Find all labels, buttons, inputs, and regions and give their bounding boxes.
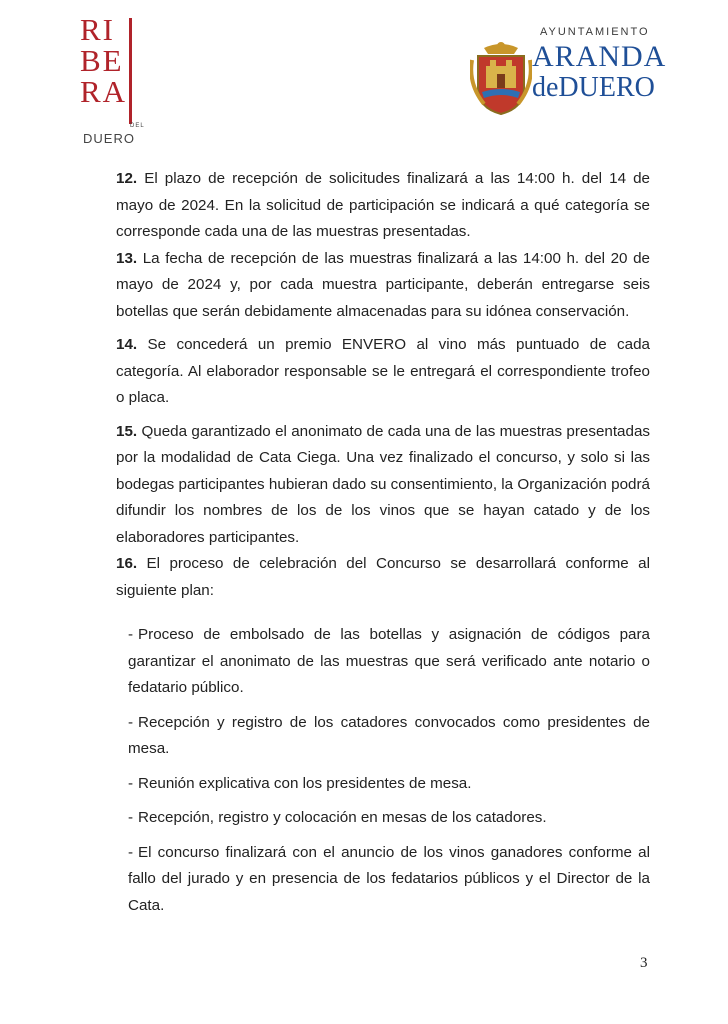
paragraph-number: 12.	[116, 170, 138, 187]
list-item-text: Reunión explicativa con los presidentes de mesa.	[138, 774, 472, 792]
list-item: - Reunión explicativa con los presidentes de mesa.	[128, 774, 472, 792]
list-item: - Recepción, registro y colocación en mesas de los catadores.	[128, 809, 547, 826]
paragraph-text: Queda garantizado el anonimato de cada una de las muestras presentadas por la modalidad de Cata Ciega. Una vez finalizado el concurso, y solo si las bodegas participantes hubieran dado su consentimiento, la Organización podrá difundir los nombres de los de los vinos que se hayan catado y de los elaboradores participantes.	[116, 422, 650, 546]
paragraph-13	[116, 246, 650, 326]
paragraph-16	[116, 551, 650, 604]
ribera-logo-line: BE	[80, 43, 124, 78]
ribera-logo-line: RI	[80, 12, 115, 47]
paragraph-14	[116, 332, 650, 412]
de-duero-label: deDUERO	[532, 72, 655, 103]
paragraph-12	[116, 166, 650, 246]
plan-list	[116, 622, 650, 919]
list-item: - Recepción y registro de los catadores convocados como presidentes de mesa.	[128, 713, 650, 757]
ayuntamiento-label: AYUNTAMIENTO	[540, 26, 650, 38]
list-item-text: Recepción, registro y colocación en mesas de los catadores.	[138, 809, 547, 826]
ribera-del-duero-logo	[80, 14, 150, 144]
list-item-text: El concurso finalizará con el anuncio de los vinos ganadores conforme al fallo del jurado y en presencia de los fedatarios públicos y el Director de la Cata.	[128, 843, 650, 914]
paragraph-number: 16.	[116, 555, 138, 572]
paragraph-number: 15.	[116, 422, 138, 440]
list-item: - Proceso de embolsado de las botellas y asignación de códigos para garantizar el anonimato de las muestras que será verificado ante notario o fedatario público.	[128, 626, 650, 696]
paragraph-number: 13.	[116, 249, 138, 267]
ribera-logo-duero: DUERO	[83, 131, 135, 146]
list-item: - El concurso finalizará con el anuncio de los vinos ganadores conforme al fallo del jurado y en presencia de los fedatarios públicos y el Director de la Cata.	[128, 843, 650, 914]
aranda-label: ARANDA	[532, 40, 667, 73]
paragraph-text: Se concederá un premio ENVERO al vino más puntuado de cada categoría. Al elaborador responsable se le entregará el correspondiente trofeo o placa.	[116, 336, 650, 406]
list-item-text: Recepción y registro de los catadores convocados como presidentes de mesa.	[128, 713, 650, 757]
paragraph-number: 14.	[116, 336, 138, 353]
coat-of-arms-icon	[470, 40, 532, 116]
page-number: 3	[640, 955, 648, 971]
paragraph-text: La fecha de recepción de las muestras finalizará a las 14:00 h. del 20 de mayo de 2024 y, por cada muestra participante, deberán entregarse seis botellas que serán debidamente almacenadas para su idónea conservación.	[116, 249, 650, 320]
document-body	[116, 166, 650, 927]
paragraph-15	[116, 419, 650, 552]
list-item-text: Proceso de embolsado de las botellas y asignación de códigos para garantizar el anonimato de las muestras que será verificado ante notario o fedatario público.	[128, 626, 650, 696]
paragraph-text: El plazo de recepción de solicitudes finalizará a las 14:00 h. del 14 de mayo de 2024. En la solicitud de participación se indicará a qué categoría se corresponde cada una de las muestras presentadas.	[116, 170, 650, 240]
ribera-logo-bar	[129, 18, 132, 124]
paragraph-text: El proceso de celebración del Concurso se desarrollará conforme al siguiente plan:	[116, 555, 650, 599]
ayuntamiento-aranda-logo	[470, 26, 670, 116]
ribera-logo-line: RA	[80, 74, 128, 109]
ribera-logo-del: DEL	[130, 123, 145, 129]
